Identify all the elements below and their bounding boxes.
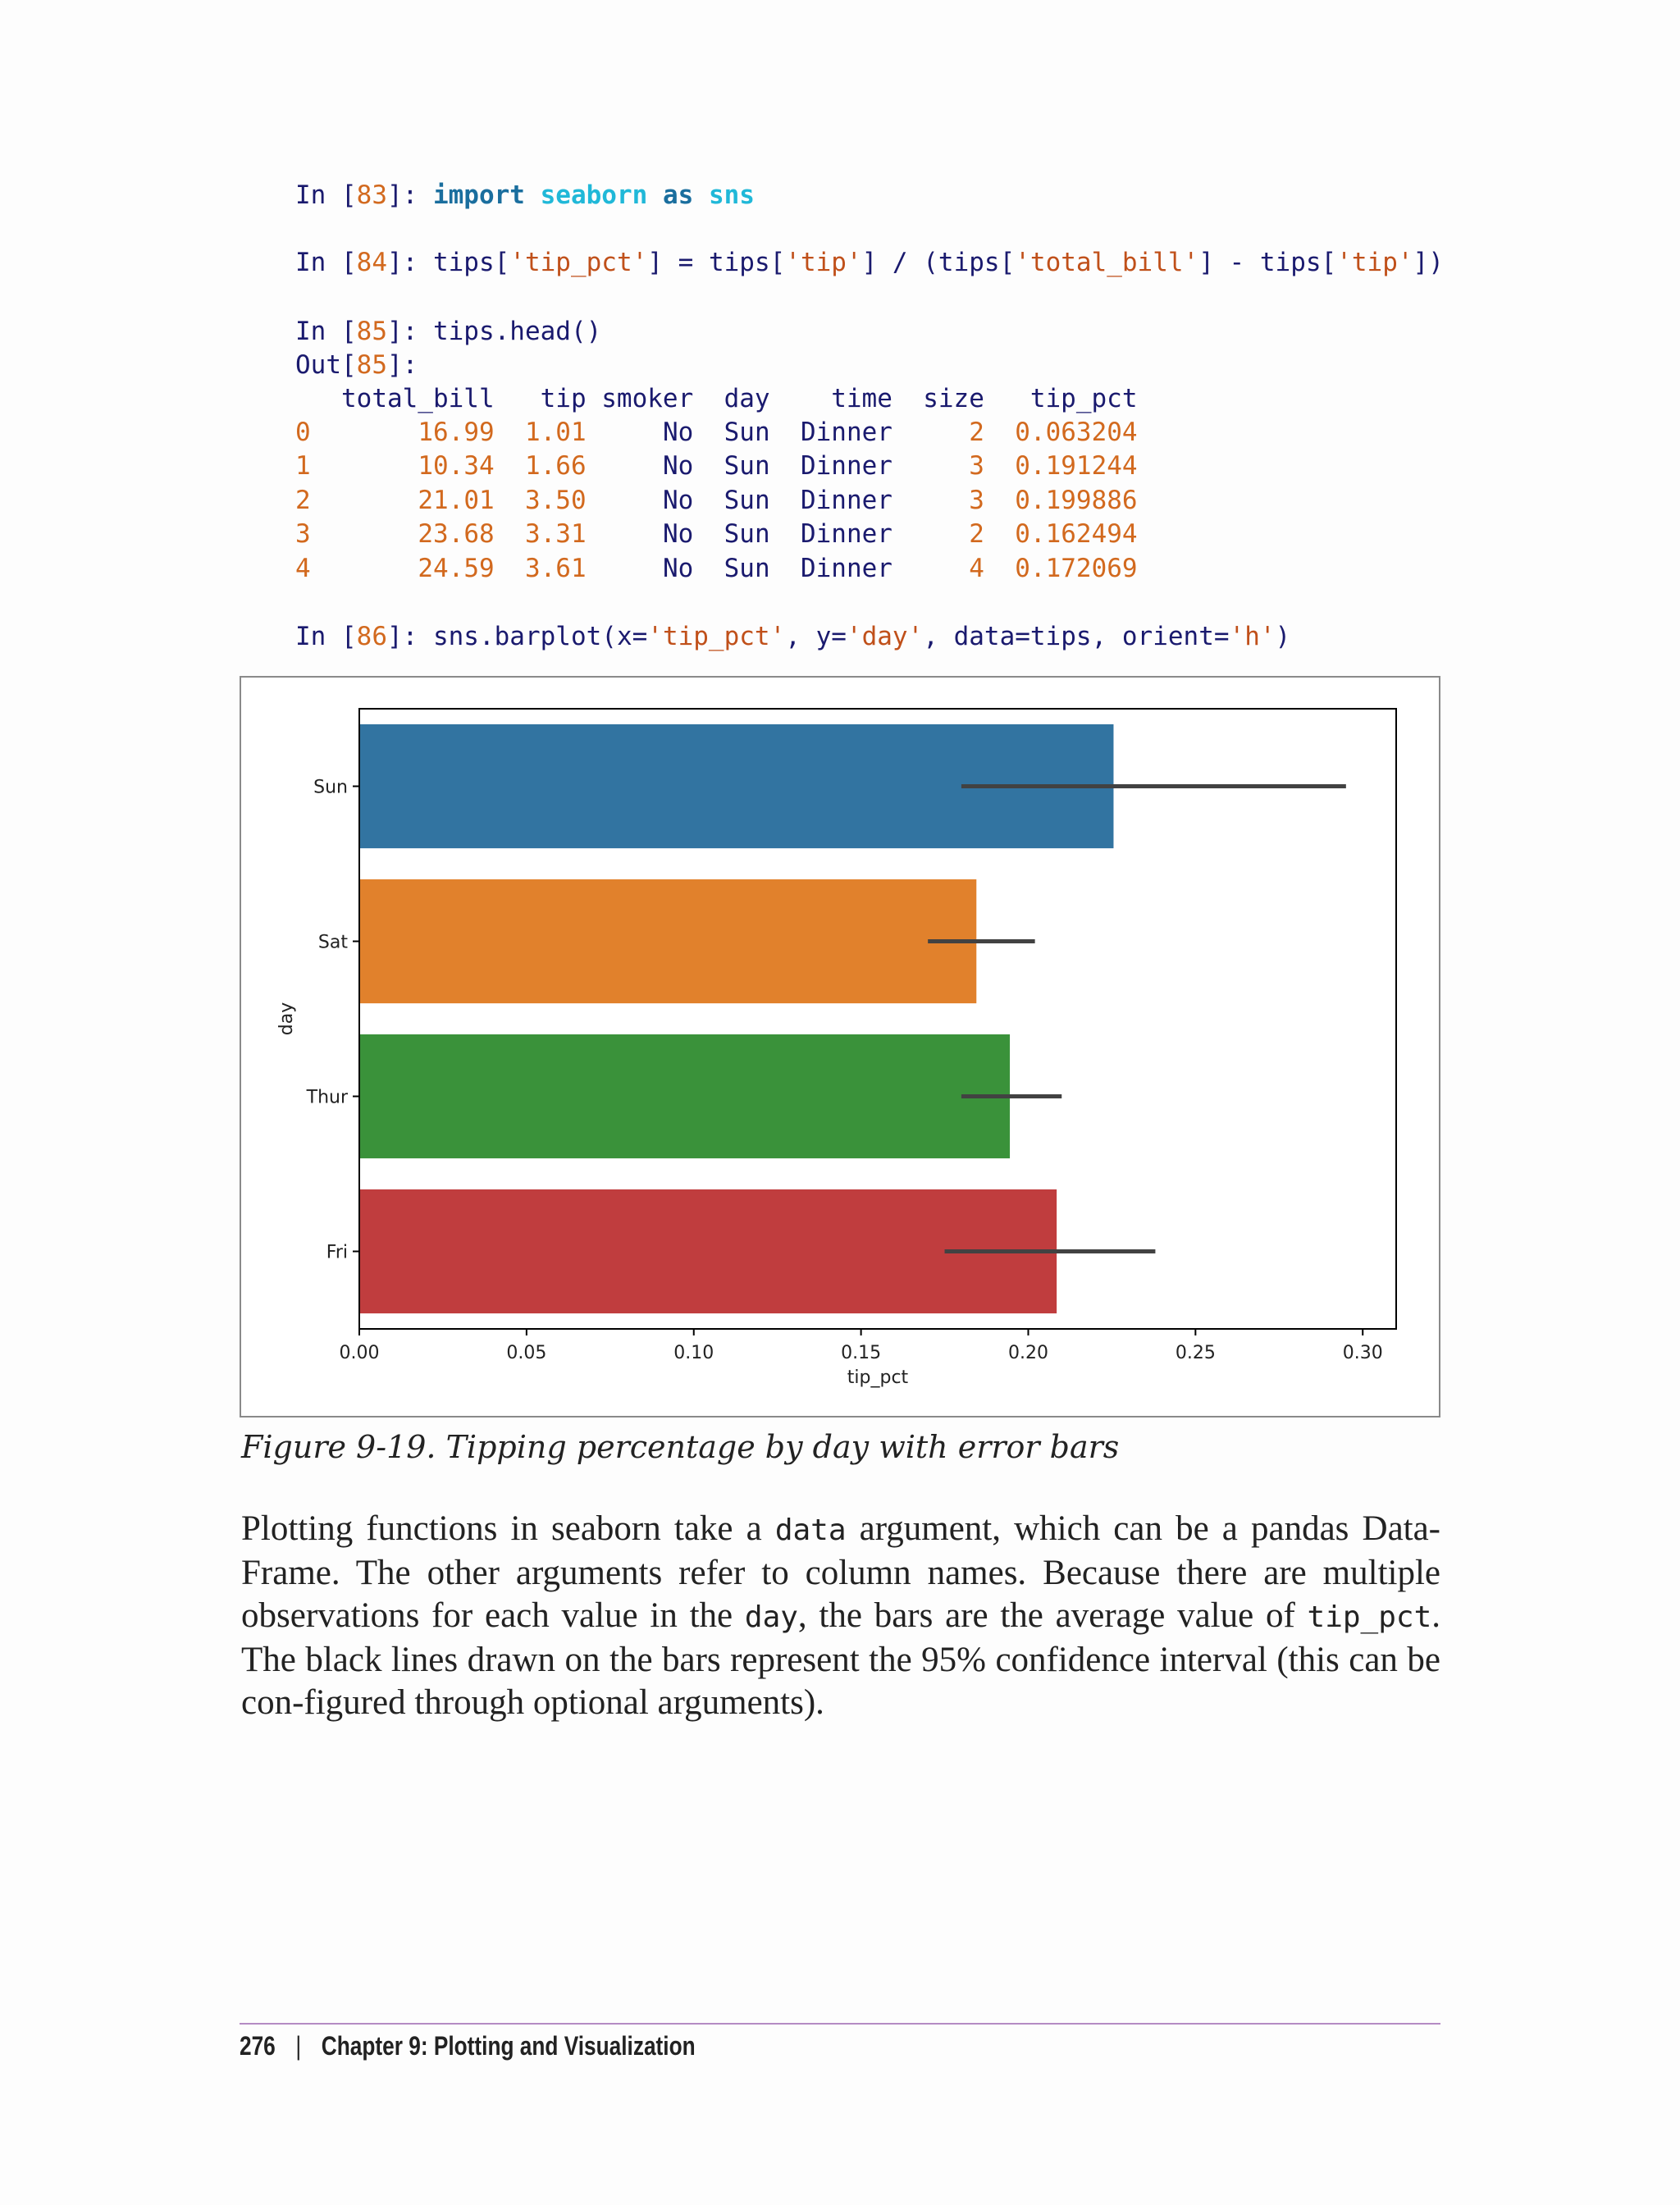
row-index: 0 [295, 418, 311, 447]
cell-tip: 3.61 [524, 553, 587, 583]
figure-caption: Figure 9-19. Tipping percentage by day with error bars [241, 1429, 1120, 1465]
x-axis-label: tip_pct [847, 1367, 909, 1388]
y-tick-label: Sun [313, 777, 348, 798]
figure-frame [240, 676, 1440, 1418]
y-tick-label: Sat [317, 932, 348, 953]
y-axis-label: day [276, 1002, 297, 1036]
code-line-in86: In [86]: sns.barplot(x='tip_pct', y='day', data=tips, orient='h') [295, 622, 1291, 651]
x-tick-label: 0.00 [339, 1343, 380, 1363]
row-index: 3 [295, 519, 311, 550]
footer-rule [240, 2023, 1440, 2025]
row-index: 4 [295, 553, 311, 583]
cell-tip-pct: 0.191244 [1015, 451, 1138, 482]
cell-tip-pct: 0.162494 [1015, 519, 1138, 550]
dataframe-row: 3 23.68 3.31 No Sun Dinner 2 0.162494 [295, 519, 1138, 550]
x-tick-label: 0.30 [1342, 1343, 1383, 1363]
dataframe-row: 0 16.99 1.01 No Sun Dinner 2 0.063204 [295, 418, 1138, 447]
bar [359, 1034, 1010, 1158]
dataframe-row: 2 21.01 3.50 No Sun Dinner 3 0.199886 [295, 485, 1138, 515]
x-tick-label: 0.15 [841, 1343, 882, 1363]
x-tick-label: 0.20 [1007, 1343, 1048, 1363]
cell-size: 2 [969, 418, 984, 447]
cell-tip-pct: 0.063204 [1015, 418, 1138, 447]
x-tick-label: 0.25 [1175, 1343, 1216, 1363]
cell-total-bill: 10.34 [418, 451, 495, 482]
barplot-chart [241, 678, 1439, 1416]
dataframe-row: 1 10.34 1.66 No Sun Dinner 3 0.191244 [295, 451, 1138, 482]
cell-total-bill: 24.59 [418, 553, 495, 583]
x-tick-label: 0.10 [673, 1343, 714, 1363]
cell-size: 3 [969, 451, 984, 482]
code-line-out85: Out[85]: [295, 350, 418, 380]
cell-tip: 1.01 [524, 418, 587, 447]
cell-tip: 1.66 [524, 451, 587, 482]
cell-size: 2 [969, 519, 984, 550]
cell-total-bill: 16.99 [418, 418, 495, 447]
code-line-in85: In [85]: tips.head() [295, 317, 602, 346]
code-line-in84: In [84]: tips['tip_pct'] = tips['tip'] / (tips['total_bill'] - tips['tip']) [295, 248, 1444, 277]
cell-size: 3 [969, 485, 984, 515]
x-tick-label: 0.05 [506, 1343, 547, 1363]
chapter-title: Chapter 9: Plotting and Visualization [321, 2031, 696, 2061]
row-index: 2 [295, 485, 311, 515]
cell-total-bill: 21.01 [418, 485, 495, 515]
bar [359, 879, 976, 1003]
cell-total-bill: 23.68 [418, 519, 495, 550]
page-footer [240, 2031, 696, 2061]
page-number: 276 [240, 2031, 276, 2061]
footer-separator: | [295, 2031, 302, 2061]
cell-size: 4 [969, 553, 984, 583]
cell-tip-pct: 0.199886 [1015, 485, 1138, 515]
cell-tip: 3.50 [524, 485, 587, 515]
cell-tip: 3.31 [524, 519, 587, 550]
dataframe-rows [295, 416, 1138, 586]
row-index: 1 [295, 451, 311, 482]
y-tick-label: Fri [326, 1242, 348, 1263]
cell-tip-pct: 0.172069 [1015, 553, 1138, 583]
dataframe-header: total_bill tip smoker day time size tip_pct [295, 384, 1138, 413]
body-paragraph: Plotting functions in seaborn take a data argument, which can be a pandas Data-Frame. The other arguments refer to column names. Because there are multiple observations for each value in the day, the bars are the average value of tip_pct. The black lines drawn on the bars represent the 95% confidence interval (this can be con-figured through optional arguments). [241, 1509, 1441, 1722]
y-tick-label: Thur [306, 1087, 348, 1108]
code-line-in83: In [83]: import seaborn as sns [295, 180, 755, 210]
dataframe-row: 4 24.59 3.61 No Sun Dinner 4 0.172069 [295, 553, 1138, 583]
